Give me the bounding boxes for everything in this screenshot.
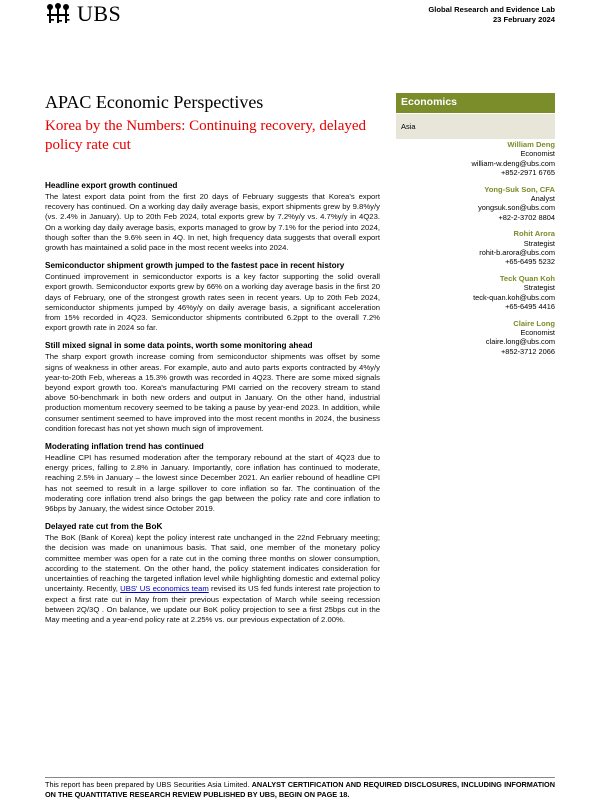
text-before-link: The BoK (Bank of Korea) kept the policy interest rate unchanged in the 22nd February meeting; the decision was made on unanimous basis. That said, one member of the monetary policy committee member was open for a rate cut in the coming three months on slower consumption, according to the statement. On the other hand, the policy statement indicates consideration for uncertainties of reaching the targeted inflation level while highlighting domestic and external policy uncertainty. Recently,	[45, 533, 380, 594]
analyst-phone: +82-2-3702 8804	[498, 212, 555, 222]
logo-text: UBS	[77, 1, 122, 26]
section-text: Headline CPI has resumed moderation after the temporary rebound at the start of 4Q23 due to energy prices, falling to 2.8% in January. Importantly, core inflation has continued to moderate, reaching 2.5% in January – the lowest since December 2021. An earlier rebound of headline CPI has not seemed to result in a large spillover to core inflation so far. The continuation of the moderating core inflation trend also brings the gap between the policy rate and core inflation to 96bps by January, the widest since October 2019.	[45, 453, 380, 514]
analyst-entry	[385, 274, 555, 312]
section-text: The latest export data point from the first 20 days of February suggests that Korea's export recovery has continued. On a working day daily average basis, export shipments grew by 9.8%y/y (vs. 2.4% in January). Up to 20th Feb 2024, total exports grew by 7.2%y/y vs. 4.7%y/y in 4Q23. On a working day daily average basis, exports managed to grow by 7.1% for the period into 2024, though softer than the 9.6% seen in 4Q. In net, high frequency data suggests that overall export growth has maintained a solid pace in the most recent weeks into 2024.	[45, 192, 380, 253]
analyst-phone: +65-6495 4416	[505, 302, 555, 312]
section-text	[45, 533, 380, 625]
section-heading: Headline export growth continued	[45, 181, 178, 190]
section-inflation	[45, 441, 380, 514]
region-label: Asia	[396, 114, 555, 139]
analyst-title: Strategist	[523, 238, 555, 248]
section-text: The sharp export growth increase coming from semiconductor shipments was offset by some signs of weakness in other areas. For example, auto and auto parts exports contracted by 4%y/y year-to-20th Feb, whereas a 15.3% growth was recorded in 4Q23. There are some mixed signals beyond export growth too. Korea's manufacturing PMI carried on the recovery stream to stand above 50-benchmark in both new orders and output in January. On the other hand, industrial production momentum recovery seemed to be taking a pause by year-end 2023. In addition, while consumer sentiment seemed to have improved into the most recent months in 2024, the business condition forecast has not yet shown much sign of improvement.	[45, 352, 380, 433]
analyst-name: Yong-Suk Son, CFA	[484, 184, 555, 194]
footer-disclosure	[45, 780, 555, 799]
analyst-title: Economist	[520, 327, 555, 337]
analyst-name: Rohit Arora	[513, 229, 555, 239]
section-mixed-signal	[45, 340, 380, 434]
analyst-email[interactable]: teck-quan.koh@ubs.com	[473, 292, 555, 302]
footer-divider	[45, 777, 555, 778]
footer-disclosure-bold: ANALYST CERTIFICATION AND REQUIRED DISCLOSURES, INCLUDING INFORMATION ON THE QUANTITATIVE RESEARCH REVIEW PUBLISHED BY UBS, BEGIN ON PAGE 18.	[45, 780, 556, 799]
analyst-entry	[385, 185, 555, 223]
analyst-entry	[385, 229, 555, 267]
section-heading: Semiconductor shipment growth jumped to the fastest pace in recent history	[45, 261, 345, 271]
analyst-entry	[385, 140, 555, 178]
analyst-phone: +65-6495 5232	[505, 257, 555, 267]
section-heading: Still mixed signal in some data points, worth some monitoring ahead	[45, 341, 313, 351]
us-economics-team-link[interactable]: UBS' US economics team	[120, 584, 209, 594]
analyst-entry	[385, 319, 555, 357]
text-after-link: revised its US fed funds interest rate projection to expect a first rate cut in May from their previous expectation of March while seeing recession between 2Q/3Q . On balance, we update our BoK policy projection to see a first 25bps cut in the May meeting and a year-end policy rate at 2.25% vs. our previous expectation of 2.00%.	[45, 584, 380, 624]
footer-prefix: This report has been prepared by UBS Securities Asia Limited.	[45, 780, 250, 789]
section-rate-cut	[45, 521, 380, 625]
analyst-title: Analyst	[530, 194, 555, 204]
analyst-title: Economist	[520, 149, 555, 159]
ubs-logo	[45, 3, 121, 25]
section-export-growth	[45, 180, 380, 253]
report-body	[45, 180, 380, 632]
header-info	[428, 5, 555, 24]
analyst-phone: +852-2971 6765	[500, 168, 555, 178]
analyst-email[interactable]: claire.long@ubs.com	[485, 337, 555, 347]
report-subtitle: Korea by the Numbers: Continuing recovery, delayed policy rate cut	[45, 118, 367, 153]
analyst-list	[385, 140, 555, 363]
analyst-email[interactable]: william-w.deng@ubs.com	[471, 158, 555, 168]
analyst-name: William Deng	[507, 140, 555, 149]
research-lab-label: Global Research and Evidence Lab	[428, 5, 555, 14]
section-heading: Delayed rate cut from the BoK	[45, 522, 163, 532]
analyst-phone: +852-3712 2066	[500, 346, 555, 356]
section-text: Continued improvement in semiconductor exports is a key factor supporting the solid overall export growth. Semiconductor exports grew by 66% on a working day average basis in the first 20 days of February, one of the strongest growth rates seen in recent years. Up to 20th Feb 2024, semiconductor shipments jumped by 46%y/y on daily average basis, a significant acceleration from 15% recorded in 4Q23. Semiconductor shipments contributed 6.2ppt to the overall 7.2% export growth rate in 2024 so far.	[45, 272, 380, 333]
analyst-email[interactable]: rohit-b.arora@ubs.com	[479, 248, 555, 258]
report-date: 23 February 2024	[492, 14, 555, 24]
keys-icon	[45, 3, 71, 25]
section-semiconductor	[45, 260, 380, 333]
analyst-email[interactable]: yongsuk.son@ubs.com	[478, 203, 555, 213]
section-heading: Moderating inflation trend has continued	[45, 442, 204, 452]
report-title: APAC Economic Perspectives	[45, 92, 264, 112]
analyst-name: Claire Long	[513, 318, 555, 328]
analyst-name: Teck Quan Koh	[499, 273, 555, 283]
category-header: Economics	[396, 93, 555, 113]
analyst-title: Strategist	[523, 283, 555, 293]
